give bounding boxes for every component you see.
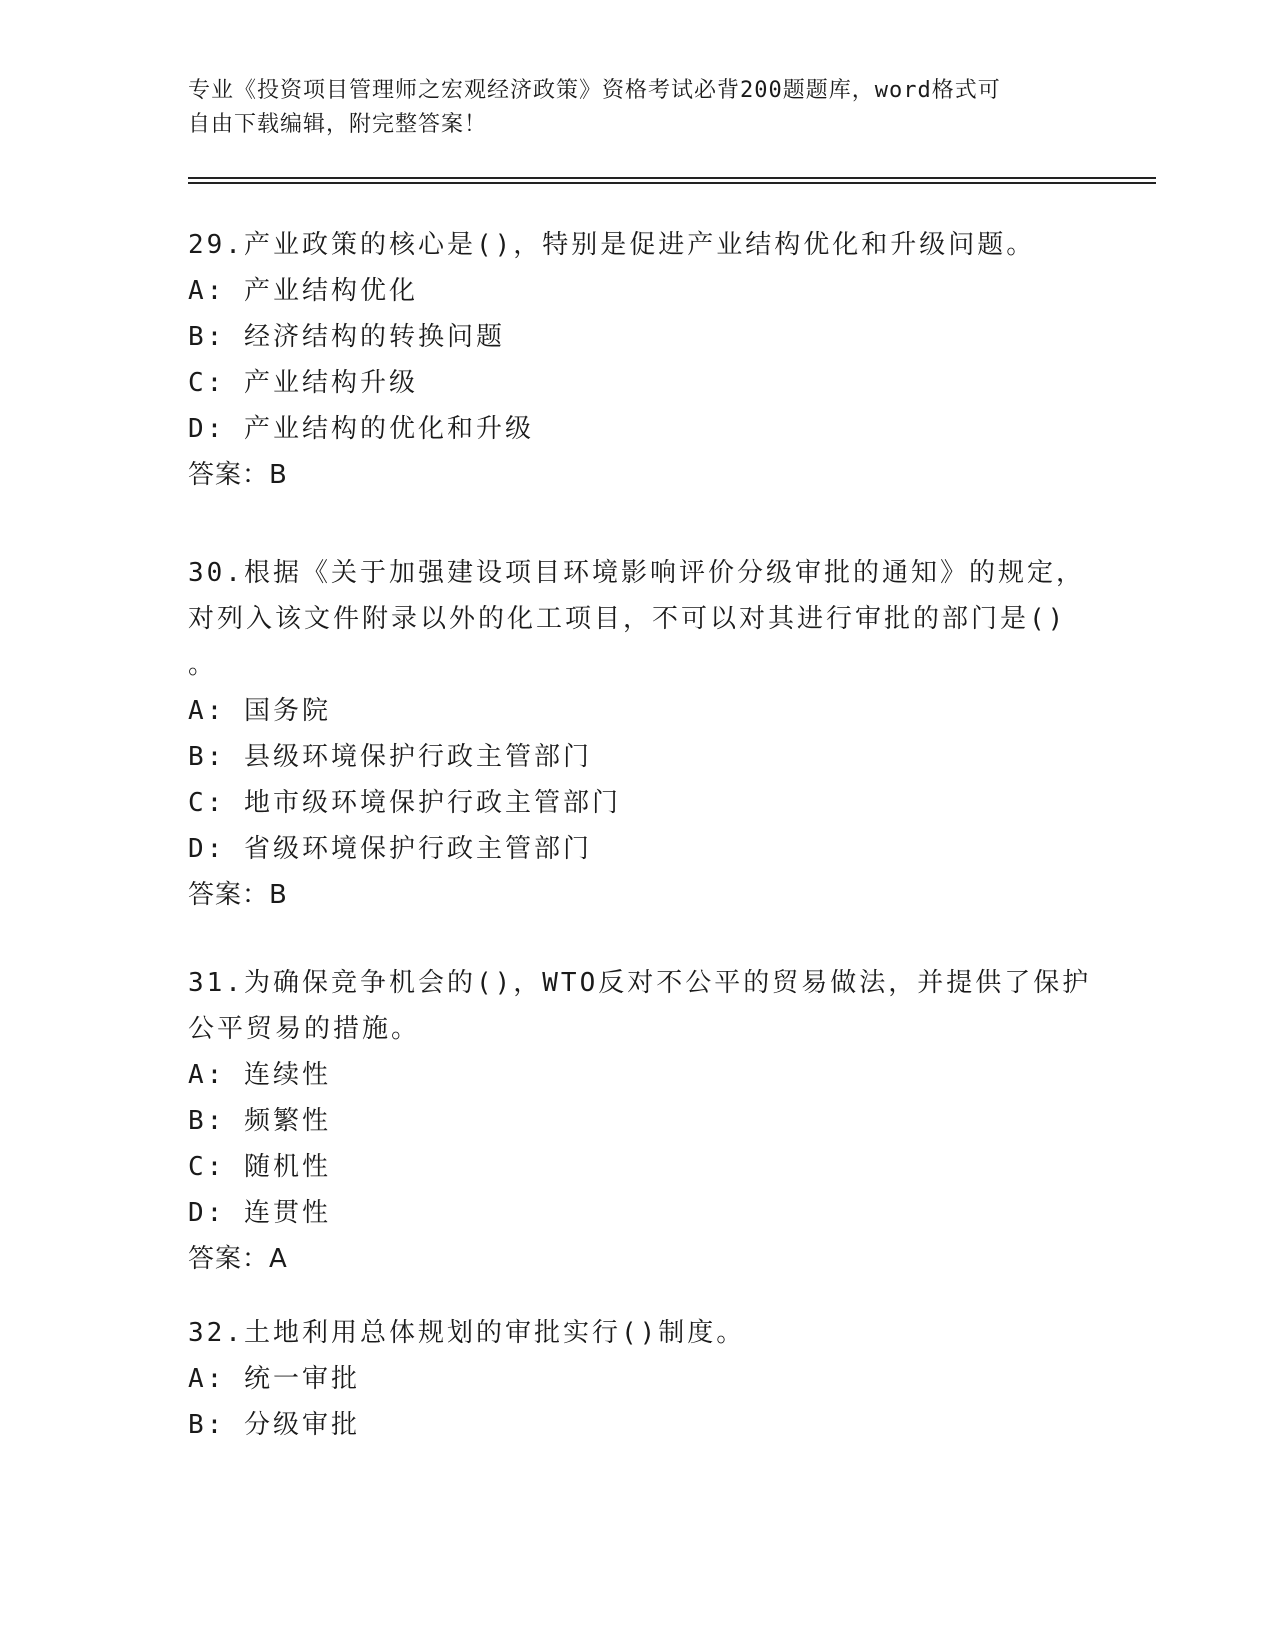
question-stem: 32.土地利用总体规划的审批实行()制度。 xyxy=(188,1318,746,1348)
option-d: D: 连贯性 xyxy=(188,1198,331,1228)
option-b: B: 频繁性 xyxy=(188,1106,331,1136)
header-line-1: 专业《投资项目管理师之宏观经济政策》资格考试必背200题题库，word格式可 xyxy=(188,78,1001,103)
option-a: A: 连续性 xyxy=(188,1060,331,1090)
option-b: B: 分级审批 xyxy=(188,1410,360,1440)
question-stem: 31.为确保竞争机会的()，WTO反对不公平的贸易做法，并提供了保护 xyxy=(188,968,1092,998)
answer: 答案：A xyxy=(188,1244,288,1274)
question-32 xyxy=(188,1310,1088,1448)
question-29 xyxy=(188,222,1088,498)
option-c: C: 地市级环境保护行政主管部门 xyxy=(188,788,621,818)
header-line-2: 自由下载编辑，附完整答案！ xyxy=(188,112,488,137)
header-divider-top xyxy=(188,177,1156,179)
question-30 xyxy=(188,550,1088,918)
question-stem: 29.产业政策的核心是()，特别是促进产业结构优化和升级问题。 xyxy=(188,230,1036,260)
option-c: C: 产业结构升级 xyxy=(188,368,418,398)
answer: 答案：B xyxy=(188,880,288,910)
option-a: A: 国务院 xyxy=(188,696,331,726)
question-stem: 。 xyxy=(188,650,218,680)
question-stem: 对列入该文件附录以外的化工项目，不可以对其进行审批的部门是() xyxy=(188,604,1067,634)
document-header xyxy=(188,74,1088,142)
question-stem: 30.根据《关于加强建设项目环境影响评价分级审批的通知》的规定， xyxy=(188,558,1085,588)
option-a: A: 产业结构优化 xyxy=(188,276,418,306)
option-c: C: 随机性 xyxy=(188,1152,331,1182)
header-divider-bottom xyxy=(188,182,1156,184)
option-b: B: 经济结构的转换问题 xyxy=(188,322,505,352)
option-a: A: 统一审批 xyxy=(188,1364,360,1394)
option-b: B: 县级环境保护行政主管部门 xyxy=(188,742,592,772)
question-stem: 公平贸易的措施。 xyxy=(188,1014,421,1044)
answer: 答案：B xyxy=(188,460,288,490)
option-d: D: 产业结构的优化和升级 xyxy=(188,414,534,444)
question-31 xyxy=(188,960,1092,1282)
option-d: D: 省级环境保护行政主管部门 xyxy=(188,834,592,864)
